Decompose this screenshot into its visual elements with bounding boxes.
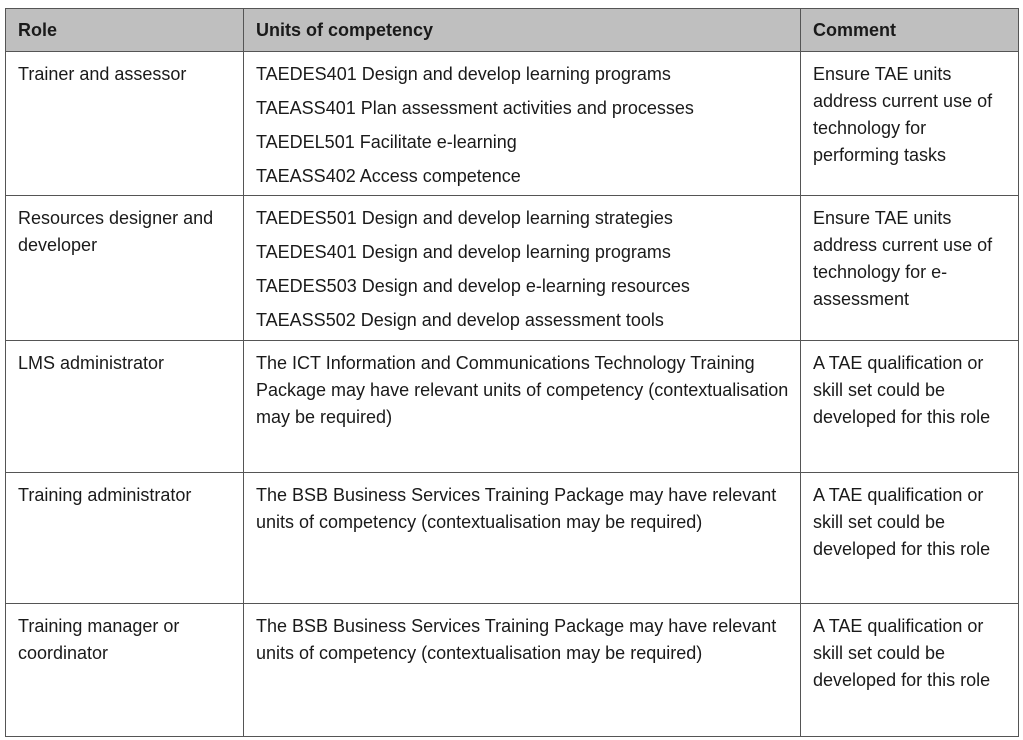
comment-text: A TAE qualification or skill set could be developed for this role	[813, 485, 991, 559]
competency-table	[5, 8, 1019, 737]
units-cell	[244, 196, 801, 341]
comment-text: A TAE qualification or skill set could be developed for this role	[813, 353, 991, 427]
role-cell	[6, 473, 244, 604]
role-text: LMS administrator	[18, 353, 165, 373]
header-row	[6, 9, 1019, 52]
unit-item: TAEASS502 Design and develop assessment tools	[256, 310, 664, 330]
role-text: Resources designer and developer	[18, 208, 214, 255]
unit-item: TAEASS402 Access competence	[256, 166, 521, 186]
header-role: Role	[6, 9, 244, 52]
table-row	[6, 196, 1019, 341]
role-cell	[6, 341, 244, 473]
role-text: Trainer and assessor	[18, 64, 187, 84]
role-text: Training administrator	[18, 485, 192, 505]
role-cell	[6, 52, 244, 196]
table-row	[6, 604, 1019, 737]
units-text: The ICT Information and Communications Technology Training Package may have relevant units of competency (contextualisation may be required)	[256, 353, 789, 427]
comment-cell	[801, 196, 1019, 341]
comment-text: Ensure TAE units address current use of technology for e-assessment	[813, 208, 993, 309]
comment-cell	[801, 52, 1019, 196]
unit-item: TAEDES401 Design and develop learning programs	[256, 242, 671, 262]
unit-item: TAEDES503 Design and develop e-learning resources	[256, 276, 690, 296]
unit-item: TAEDES501 Design and develop learning strategies	[256, 208, 673, 228]
table-row	[6, 341, 1019, 473]
unit-item: TAEASS401 Plan assessment activities and processes	[256, 98, 694, 118]
header-units: Units of competency	[244, 9, 801, 52]
role-cell	[6, 196, 244, 341]
table-row	[6, 473, 1019, 604]
units-cell	[244, 473, 801, 604]
units-text: The BSB Business Services Training Package may have relevant units of competency (contextualisation may be required)	[256, 616, 777, 663]
table-row	[6, 52, 1019, 196]
units-cell	[244, 341, 801, 473]
unit-item: TAEDEL501 Facilitate e-learning	[256, 132, 517, 152]
comment-text: Ensure TAE units address current use of technology for performing tasks	[813, 64, 993, 165]
comment-text: A TAE qualification or skill set could be developed for this role	[813, 616, 991, 690]
units-cell	[244, 604, 801, 737]
unit-item: TAEDES401 Design and develop learning programs	[256, 64, 671, 84]
comment-cell	[801, 341, 1019, 473]
comment-cell	[801, 604, 1019, 737]
role-text: Training manager or coordinator	[18, 616, 180, 663]
header-comment: Comment	[801, 9, 1019, 52]
comment-cell	[801, 473, 1019, 604]
units-text: The BSB Business Services Training Package may have relevant units of competency (contextualisation may be required)	[256, 485, 777, 532]
units-cell	[244, 52, 801, 196]
role-cell	[6, 604, 244, 737]
